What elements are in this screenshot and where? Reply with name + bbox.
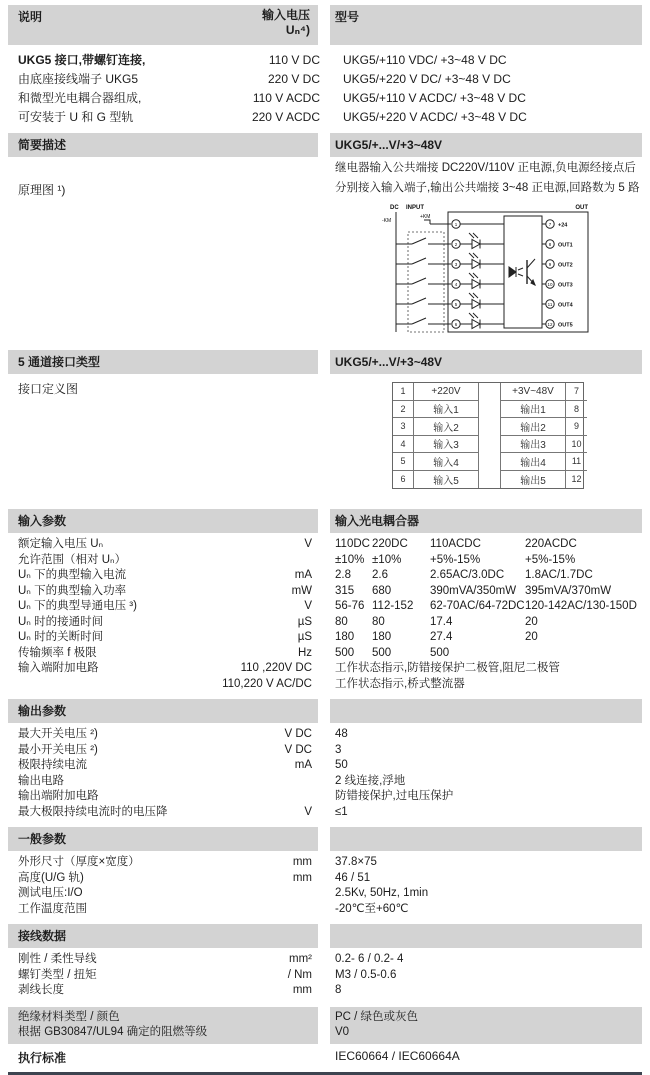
model-number: UKG5/+220 V ACDC/ +3~48 V DC bbox=[343, 110, 527, 124]
schematic-label: 原理图 ¹) bbox=[18, 183, 66, 197]
svg-text:9: 9 bbox=[548, 262, 552, 267]
param-value: 2 线连接,浮地 bbox=[335, 774, 406, 787]
param-row bbox=[8, 886, 642, 902]
terminal-label: 输出5 bbox=[501, 471, 566, 489]
param-label: Uₙ 下的典型输入功率 bbox=[18, 584, 127, 597]
param-value: 62-70AC/64-72DC bbox=[430, 600, 525, 612]
param-row bbox=[8, 630, 642, 646]
param-row bbox=[8, 584, 642, 600]
output-params-heading: 输出参数 bbox=[18, 704, 67, 718]
param-label: 刚性 / 柔性导线 bbox=[18, 953, 97, 965]
param-label: 传输频率 f 极限 bbox=[18, 646, 97, 659]
model-voltage: 110 V ACDC bbox=[252, 91, 320, 105]
interface-band bbox=[8, 350, 642, 374]
param-value: 46 / 51 bbox=[335, 871, 371, 884]
header-desc-label: 说明 bbox=[18, 10, 43, 24]
param-row bbox=[8, 615, 642, 631]
param-unit: 110 ,220V DC bbox=[240, 662, 312, 674]
input-params-right-heading: 输入光电耦合器 bbox=[335, 514, 420, 528]
param-value: 680 bbox=[372, 584, 392, 597]
header-voltage-line1: 输入电压 bbox=[261, 8, 310, 22]
param-value: 56-76 bbox=[335, 600, 365, 612]
param-label: 输出电路 bbox=[18, 774, 64, 787]
terminal-num: 9 bbox=[566, 418, 587, 436]
param-value: 2.65AC/3.0DC bbox=[430, 569, 505, 581]
param-value: -20℃至+60℃ bbox=[335, 902, 409, 915]
param-row bbox=[8, 743, 642, 759]
param-label: 输入端附加电路 bbox=[18, 662, 99, 674]
svg-text:6: 6 bbox=[454, 322, 458, 327]
terminal-gap bbox=[479, 453, 501, 471]
param-value: 37.8×75 bbox=[335, 856, 377, 868]
svg-text:7: 7 bbox=[548, 222, 552, 227]
param-label: Uₙ 时的接通时间 bbox=[18, 615, 104, 628]
param-row bbox=[8, 537, 642, 553]
brief-heading: 简要描述 bbox=[18, 138, 67, 152]
terminal-label: +220V bbox=[414, 383, 479, 401]
bottom-rule bbox=[8, 1072, 642, 1075]
terminal-label: +3V~48V bbox=[501, 383, 566, 401]
terminal-num: 10 bbox=[566, 436, 587, 454]
param-value: ±10% bbox=[372, 553, 402, 566]
model-desc: 和微型光电耦合器组成, bbox=[18, 91, 142, 105]
general-params-rows bbox=[8, 851, 642, 919]
input-label: INPUT bbox=[406, 205, 424, 211]
param-unit: mm bbox=[292, 871, 312, 884]
param-row bbox=[8, 968, 642, 984]
param-value: 80 bbox=[372, 615, 385, 628]
general-params-heading: 一般参数 bbox=[18, 832, 67, 846]
param-label: 剥线长度 bbox=[18, 984, 64, 996]
terminal-gap bbox=[479, 471, 501, 489]
param-value: 48 bbox=[335, 728, 348, 740]
model-voltage: 220 V DC bbox=[267, 72, 320, 86]
param-row bbox=[8, 774, 642, 790]
output-params-band bbox=[8, 699, 642, 723]
terminal-num: 3 bbox=[393, 418, 414, 436]
model-voltage: 110 V DC bbox=[268, 53, 320, 67]
terminal-label: 输入1 bbox=[414, 401, 479, 419]
param-value: ±10% bbox=[335, 553, 365, 566]
svg-text:OUT5: OUT5 bbox=[558, 322, 573, 329]
param-row bbox=[8, 855, 642, 871]
input-params-heading: 输入参数 bbox=[18, 514, 67, 528]
param-label: 允许范围（相对 Uₙ） bbox=[18, 553, 127, 566]
param-unit: 110,220 V AC/DC bbox=[222, 677, 312, 690]
terminal-num: 1 bbox=[393, 383, 414, 401]
param-value: 500 bbox=[430, 646, 450, 659]
header-voltage bbox=[262, 8, 310, 38]
param-row bbox=[8, 727, 642, 743]
param-unit: mm bbox=[292, 984, 312, 996]
insulation-label: 绝缘材料类型 / 颜色 bbox=[18, 1010, 120, 1023]
param-row bbox=[8, 553, 642, 569]
param-label: 极限持续电流 bbox=[18, 759, 87, 771]
terminal-num: 6 bbox=[393, 471, 414, 489]
param-label: 输出端附加电路 bbox=[18, 790, 99, 802]
input-terminals bbox=[452, 220, 460, 328]
svg-text:2: 2 bbox=[454, 242, 458, 247]
param-value: 120-142AC/130-150D bbox=[525, 600, 637, 612]
param-value: +5%-15% bbox=[525, 553, 576, 566]
svg-text:OUT4: OUT4 bbox=[558, 302, 573, 309]
brief-text-line2: 分别接入输入端子,输出公共端接 3~48 正电源,回路数为 5 路 bbox=[335, 182, 640, 194]
param-row bbox=[8, 661, 642, 677]
module-box bbox=[448, 212, 588, 332]
param-value: 防错接保护,过电压保护 bbox=[335, 790, 454, 802]
param-unit: V DC bbox=[284, 743, 312, 756]
svg-text:11: 11 bbox=[547, 302, 553, 307]
param-label: 最大开关电压 ²) bbox=[18, 728, 98, 740]
insulation-value: V0 bbox=[335, 1026, 350, 1038]
param-value: 395mVA/370mW bbox=[525, 584, 612, 597]
wiring-band bbox=[8, 924, 642, 948]
param-value: 110ACDC bbox=[430, 538, 481, 550]
schematic-region bbox=[8, 157, 642, 345]
param-unit: V bbox=[304, 538, 312, 550]
param-label: 最大极限持续电流时的电压降 bbox=[18, 805, 168, 818]
param-value: 180 bbox=[372, 631, 392, 643]
param-value: 工作状态指示,桥式整流器 bbox=[335, 677, 465, 690]
model-row bbox=[8, 89, 642, 108]
param-value: 112-152 bbox=[372, 600, 414, 612]
svg-text:OUT2: OUT2 bbox=[558, 262, 573, 269]
wiring-heading: 接线数据 bbox=[18, 929, 67, 943]
param-unit: mm bbox=[292, 856, 312, 868]
opto-symbol bbox=[509, 259, 535, 285]
svg-text:5: 5 bbox=[454, 302, 458, 307]
terminal-label: 输入3 bbox=[414, 436, 479, 454]
param-label bbox=[8, 677, 222, 693]
pos-rail-label: +KM bbox=[420, 214, 431, 220]
terminal-gap bbox=[479, 418, 501, 436]
param-row bbox=[8, 871, 642, 887]
param-row bbox=[8, 568, 642, 584]
output-params-rows bbox=[8, 723, 642, 822]
param-value: 1.8AC/1.7DC bbox=[525, 569, 593, 581]
terminal-num: 5 bbox=[393, 453, 414, 471]
model-list bbox=[8, 45, 642, 131]
svg-text:12: 12 bbox=[547, 322, 553, 327]
param-value: M3 / 0.5-0.6 bbox=[335, 968, 397, 981]
svg-text:3: 3 bbox=[454, 262, 458, 267]
param-unit: Hz bbox=[297, 646, 312, 659]
terminal-gap bbox=[479, 436, 501, 454]
model-number: UKG5/+220 V DC/ +3~48 V DC bbox=[343, 72, 511, 86]
param-value: 工作状态指示,防错接保护二极管,阻尼二极管 bbox=[335, 662, 560, 674]
terminal-num: 11 bbox=[566, 453, 587, 471]
header-band bbox=[8, 5, 642, 45]
param-value: 27.4 bbox=[430, 631, 453, 643]
param-unit: V bbox=[304, 805, 312, 818]
param-unit: µS bbox=[297, 615, 312, 628]
param-value: 220DC bbox=[372, 538, 408, 550]
schematic-diagram bbox=[382, 200, 642, 345]
param-value: 8 bbox=[335, 984, 342, 996]
param-unit: V DC bbox=[284, 728, 312, 740]
terminal-num: 4 bbox=[393, 436, 414, 454]
param-value: 20 bbox=[525, 615, 538, 628]
terminal-num: 8 bbox=[566, 401, 587, 419]
param-label: 测试电压:I/O bbox=[18, 887, 83, 899]
param-row bbox=[8, 646, 642, 662]
neg-rail-label: -KM bbox=[382, 218, 392, 224]
param-row bbox=[8, 677, 642, 693]
svg-text:1: 1 bbox=[454, 222, 458, 227]
model-desc: UKG5 接口,带螺钉连接, bbox=[18, 53, 146, 67]
interface-label: 接口定义图 bbox=[18, 382, 79, 396]
output-terminals bbox=[542, 220, 574, 329]
param-value: 500 bbox=[372, 646, 392, 659]
insulation-band bbox=[8, 1007, 642, 1044]
param-label: Uₙ 时的关断时间 bbox=[18, 631, 104, 643]
param-row bbox=[8, 758, 642, 774]
param-unit: mW bbox=[291, 584, 312, 597]
param-value: 315 bbox=[335, 584, 355, 597]
model-number: UKG5/+110 VDC/ +3~48 V DC bbox=[343, 53, 507, 67]
param-value: 110DC bbox=[335, 538, 370, 550]
param-label: Uₙ 下的典型导通电压 ³) bbox=[18, 600, 137, 612]
insulation-label: 根据 GB30847/UL94 确定的阻燃等级 bbox=[18, 1026, 208, 1038]
svg-text:4: 4 bbox=[454, 282, 458, 287]
dc-label: DC bbox=[390, 205, 399, 211]
wiring-rows bbox=[8, 948, 642, 1001]
terminal-label: 输出3 bbox=[501, 436, 566, 454]
interface-region bbox=[8, 374, 642, 504]
terminal-table bbox=[392, 382, 584, 489]
standard-value: IEC60664 / IEC60664A bbox=[335, 1048, 460, 1063]
terminal-num: 7 bbox=[566, 383, 587, 401]
param-label: 最小开关电压 ²) bbox=[18, 743, 98, 756]
switch-contacts bbox=[396, 238, 451, 324]
param-value: +5%-15% bbox=[430, 553, 481, 566]
input-params-rows bbox=[8, 533, 642, 694]
schematic-svg bbox=[382, 200, 594, 340]
header-voltage-line2: Uₙ⁴) bbox=[285, 23, 310, 37]
param-label: 工作温度范围 bbox=[18, 902, 87, 915]
terminal-gap bbox=[479, 401, 501, 419]
param-unit: / Nm bbox=[287, 968, 312, 981]
model-row bbox=[8, 51, 642, 70]
terminal-label: 输出2 bbox=[501, 418, 566, 436]
general-params-band bbox=[8, 827, 642, 851]
param-value: 2.5Kv, 50Hz, 1min bbox=[335, 887, 429, 899]
terminal-label: 输入4 bbox=[414, 453, 479, 471]
param-label: Uₙ 下的典型输入电流 bbox=[18, 569, 127, 581]
header-desc-cell bbox=[8, 5, 318, 45]
param-label: 额定输入电压 Uₙ bbox=[18, 538, 104, 550]
svg-text:8: 8 bbox=[548, 242, 552, 247]
brief-model-heading: UKG5/+...V/+3~48V bbox=[335, 138, 443, 152]
param-row bbox=[8, 952, 642, 968]
interface-model-heading: UKG5/+...V/+3~48V bbox=[335, 355, 443, 369]
terminal-label: 输入2 bbox=[414, 418, 479, 436]
model-row bbox=[8, 70, 642, 89]
param-unit: mm² bbox=[289, 953, 312, 965]
param-value: 3 bbox=[335, 743, 342, 756]
param-label: 高度(U/G 轨) bbox=[18, 871, 84, 884]
header-model-cell bbox=[330, 5, 642, 45]
insulation-value: PC / 绿色或灰色 bbox=[335, 1010, 419, 1023]
param-value: ≤1 bbox=[335, 805, 348, 818]
param-value: 500 bbox=[335, 646, 355, 659]
param-row bbox=[8, 983, 642, 999]
terminal-label: 输出4 bbox=[501, 453, 566, 471]
model-row bbox=[8, 108, 642, 127]
standard-label: 执行标准 bbox=[18, 1050, 67, 1065]
param-unit: µS bbox=[297, 631, 312, 643]
terminal-num: 2 bbox=[393, 401, 414, 419]
svg-text:OUT1: OUT1 bbox=[558, 242, 573, 249]
terminal-gap bbox=[479, 383, 501, 401]
model-number: UKG5/+110 V ACDC/ +3~48 V DC bbox=[343, 91, 526, 105]
param-value: 2.6 bbox=[372, 569, 388, 581]
param-value: 80 bbox=[335, 615, 348, 628]
svg-text:OUT3: OUT3 bbox=[558, 282, 573, 289]
param-unit: mA bbox=[294, 569, 312, 581]
model-desc: 可安装于 U 和 G 型轨 bbox=[18, 110, 134, 124]
param-unit: V bbox=[304, 600, 312, 612]
param-row bbox=[8, 805, 642, 821]
param-value: 20 bbox=[525, 631, 538, 643]
param-value: 2.8 bbox=[335, 569, 351, 581]
svg-text:10: 10 bbox=[547, 282, 553, 287]
led-symbols bbox=[460, 233, 504, 329]
out-label: OUT bbox=[575, 205, 588, 211]
param-row bbox=[8, 902, 642, 918]
terminal-label: 输出1 bbox=[501, 401, 566, 419]
param-row bbox=[8, 599, 642, 615]
param-label: 螺钉类型 / 扭矩 bbox=[18, 968, 97, 981]
header-model-label: 型号 bbox=[335, 10, 360, 24]
terminal-num: 12 bbox=[571, 474, 582, 485]
standard-row bbox=[8, 1044, 642, 1070]
param-unit: mA bbox=[294, 759, 312, 771]
brief-band bbox=[8, 133, 642, 157]
switch-box bbox=[408, 232, 444, 332]
brief-text-line1: 继电器输入公共端接 DC220V/110V 正电源,负电源经接点后 bbox=[335, 162, 636, 174]
param-value: 0.2- 6 / 0.2- 4 bbox=[335, 953, 404, 965]
param-value bbox=[525, 646, 642, 662]
model-desc: 由底座接线端子 UKG5 bbox=[18, 72, 139, 86]
param-value: 180 bbox=[335, 631, 355, 643]
model-voltage: 220 V ACDC bbox=[251, 110, 320, 124]
param-value: 50 bbox=[335, 759, 348, 771]
interface-heading: 5 通道接口类型 bbox=[18, 355, 101, 369]
param-label: 外形尺寸（厚度×宽度） bbox=[18, 856, 140, 868]
param-value: 390mVA/350mW bbox=[430, 584, 517, 597]
svg-text:+24: +24 bbox=[558, 222, 568, 229]
param-row bbox=[8, 789, 642, 805]
terminal-label: 输入5 bbox=[414, 471, 479, 489]
param-value: 17.4 bbox=[430, 615, 453, 628]
param-value: 220ACDC bbox=[525, 538, 577, 550]
input-params-band bbox=[8, 509, 642, 533]
